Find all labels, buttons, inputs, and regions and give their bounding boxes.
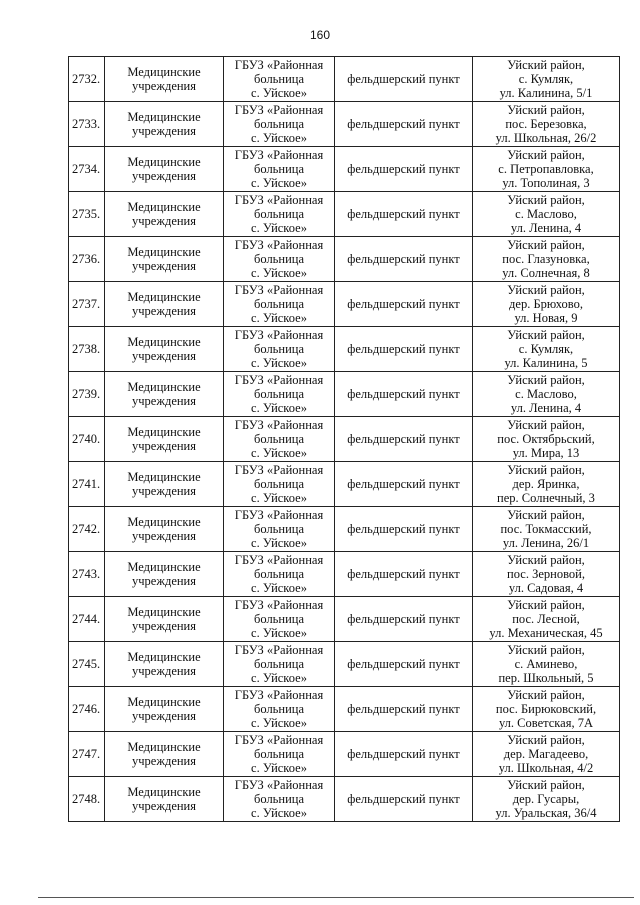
address-line: ул. Мира, 13 — [512, 446, 580, 460]
organization-line: с. Уйское» — [251, 761, 307, 775]
table-row — [69, 417, 620, 462]
address-line: с. Маслово, — [515, 207, 577, 221]
address-line: пос. Зерновой, — [507, 567, 585, 581]
address-line: дер. Брюхово, — [509, 297, 583, 311]
table-row — [69, 552, 620, 597]
organization-line: ГБУЗ «Районная — [234, 328, 324, 342]
address-line: дер. Магадеево, — [503, 747, 589, 761]
table-row — [69, 507, 620, 552]
address-cell — [473, 552, 620, 597]
category-cell — [105, 507, 224, 552]
category-cell — [105, 462, 224, 507]
organization-line: с. Уйское» — [251, 356, 307, 370]
row-number: 2739. — [69, 372, 105, 417]
address-cell — [473, 507, 620, 552]
address-cell — [473, 597, 620, 642]
category-cell — [105, 777, 224, 822]
category-line: учреждения — [131, 214, 196, 228]
address-line: пос. Бирюковский, — [495, 702, 597, 716]
organization-line: ГБУЗ «Районная — [234, 58, 324, 72]
row-number: 2743. — [69, 552, 105, 597]
category-cell — [105, 552, 224, 597]
address-line: ул. Советская, 7А — [498, 716, 594, 730]
facility-type-cell: фельдшерский пункт — [335, 282, 473, 327]
category-cell — [105, 372, 224, 417]
category-line: учреждения — [131, 259, 196, 273]
table-row — [69, 732, 620, 777]
category-cell — [105, 102, 224, 147]
table-row — [69, 777, 620, 822]
organization-cell — [224, 777, 335, 822]
address-line: дер. Яринка, — [512, 477, 580, 491]
organization-line: ГБУЗ «Районная — [234, 553, 324, 567]
address-line: с. Кумляк, — [518, 342, 574, 356]
category-line: учреждения — [131, 439, 196, 453]
address-line: пер. Солнечный, 3 — [497, 491, 595, 505]
row-number: 2742. — [69, 507, 105, 552]
organization-cell — [224, 417, 335, 462]
facility-type-cell: фельдшерский пункт — [335, 732, 473, 777]
address-line: Уйский район, — [507, 283, 585, 297]
organization-line: с. Уйское» — [251, 716, 307, 730]
category-line: Медицинские — [127, 245, 201, 259]
category-line: учреждения — [131, 124, 196, 138]
address-cell — [473, 417, 620, 462]
category-line: Медицинские — [127, 65, 201, 79]
organization-line: с. Уйское» — [251, 401, 307, 415]
organization-cell — [224, 192, 335, 237]
facility-type-cell: фельдшерский пункт — [335, 642, 473, 687]
table-row — [69, 642, 620, 687]
address-line: с. Аминево, — [514, 657, 578, 671]
category-line: Медицинские — [127, 605, 201, 619]
category-cell — [105, 57, 224, 102]
category-cell — [105, 327, 224, 372]
category-line: Медицинские — [127, 695, 201, 709]
facilities-table — [68, 56, 620, 822]
address-line: Уйский район, — [507, 58, 585, 72]
address-cell — [473, 147, 620, 192]
organization-line: больница — [254, 477, 304, 491]
organization-cell — [224, 462, 335, 507]
row-number: 2748. — [69, 777, 105, 822]
organization-line: больница — [254, 522, 304, 536]
category-line: учреждения — [131, 394, 196, 408]
organization-line: с. Уйское» — [251, 626, 307, 640]
address-line: ул. Ленина, 4 — [510, 221, 582, 235]
table-row — [69, 147, 620, 192]
address-cell — [473, 372, 620, 417]
category-line: Медицинские — [127, 425, 201, 439]
organization-line: с. Уйское» — [251, 221, 307, 235]
category-cell — [105, 732, 224, 777]
address-line: ул. Школьная, 26/2 — [495, 131, 597, 145]
category-line: учреждения — [131, 799, 196, 813]
table-row — [69, 237, 620, 282]
address-line: пер. Школьный, 5 — [498, 671, 594, 685]
address-line: Уйский район, — [507, 778, 585, 792]
address-line: Уйский район, — [507, 418, 585, 432]
organization-line: больница — [254, 162, 304, 176]
category-cell — [105, 237, 224, 282]
category-line: Медицинские — [127, 560, 201, 574]
organization-line: больница — [254, 72, 304, 86]
organization-line: с. Уйское» — [251, 266, 307, 280]
organization-line: больница — [254, 747, 304, 761]
category-cell — [105, 192, 224, 237]
address-cell — [473, 732, 620, 777]
address-cell — [473, 282, 620, 327]
organization-line: ГБУЗ «Районная — [234, 238, 324, 252]
organization-cell — [224, 642, 335, 687]
organization-line: больница — [254, 117, 304, 131]
address-line: Уйский район, — [507, 193, 585, 207]
facility-type-cell: фельдшерский пункт — [335, 102, 473, 147]
address-line: Уйский район, — [507, 508, 585, 522]
facility-type-cell: фельдшерский пункт — [335, 147, 473, 192]
facility-type-cell: фельдшерский пункт — [335, 777, 473, 822]
address-line: ул. Новая, 9 — [514, 311, 578, 325]
address-line: ул. Ленина, 4 — [510, 401, 582, 415]
category-line: Медицинские — [127, 650, 201, 664]
organization-line: с. Уйское» — [251, 806, 307, 820]
row-number: 2746. — [69, 687, 105, 732]
row-number: 2737. — [69, 282, 105, 327]
category-line: учреждения — [131, 304, 196, 318]
row-number: 2744. — [69, 597, 105, 642]
address-line: пос. Глазуновка, — [502, 252, 590, 266]
organization-line: больница — [254, 792, 304, 806]
address-line: Уйский район, — [507, 148, 585, 162]
organization-line: ГБУЗ «Районная — [234, 688, 324, 702]
address-line: дер. Гусары, — [512, 792, 580, 806]
address-line: Уйский район, — [507, 553, 585, 567]
organization-line: с. Уйское» — [251, 536, 307, 550]
organization-line: ГБУЗ «Районная — [234, 778, 324, 792]
organization-line: с. Уйское» — [251, 581, 307, 595]
address-line: Уйский район, — [507, 463, 585, 477]
organization-cell — [224, 507, 335, 552]
address-cell — [473, 777, 620, 822]
organization-line: с. Уйское» — [251, 491, 307, 505]
address-cell — [473, 642, 620, 687]
organization-cell — [224, 282, 335, 327]
address-cell — [473, 237, 620, 282]
table-row — [69, 372, 620, 417]
facility-type-cell: фельдшерский пункт — [335, 552, 473, 597]
category-line: Медицинские — [127, 335, 201, 349]
address-line: пос. Березовка, — [505, 117, 587, 131]
address-cell — [473, 102, 620, 147]
organization-line: ГБУЗ «Районная — [234, 598, 324, 612]
category-line: учреждения — [131, 664, 196, 678]
organization-line: ГБУЗ «Районная — [234, 193, 324, 207]
address-line: ул. Калинина, 5 — [504, 356, 588, 370]
address-line: ул. Садовая, 4 — [508, 581, 584, 595]
row-number: 2741. — [69, 462, 105, 507]
address-line: пос. Октябрьский, — [497, 432, 595, 446]
category-line: учреждения — [131, 709, 196, 723]
category-line: Медицинские — [127, 740, 201, 754]
organization-line: ГБУЗ «Районная — [234, 283, 324, 297]
facility-type-cell: фельдшерский пункт — [335, 687, 473, 732]
address-line: Уйский район, — [507, 733, 585, 747]
row-number: 2735. — [69, 192, 105, 237]
organization-line: с. Уйское» — [251, 131, 307, 145]
table-row — [69, 282, 620, 327]
organization-line: больница — [254, 567, 304, 581]
address-line: с. Кумляк, — [518, 72, 574, 86]
facility-type-cell: фельдшерский пункт — [335, 327, 473, 372]
organization-line: с. Уйское» — [251, 311, 307, 325]
address-line: Уйский район, — [507, 643, 585, 657]
organization-cell — [224, 687, 335, 732]
organization-line: больница — [254, 252, 304, 266]
row-number: 2745. — [69, 642, 105, 687]
table-row — [69, 687, 620, 732]
organization-cell — [224, 552, 335, 597]
organization-line: с. Уйское» — [251, 446, 307, 460]
category-cell — [105, 147, 224, 192]
category-cell — [105, 642, 224, 687]
organization-line: больница — [254, 387, 304, 401]
address-line: ул. Механическая, 45 — [489, 626, 603, 640]
table-row — [69, 462, 620, 507]
category-line: учреждения — [131, 169, 196, 183]
table-row — [69, 102, 620, 147]
organization-line: ГБУЗ «Районная — [234, 733, 324, 747]
facility-type-cell: фельдшерский пункт — [335, 597, 473, 642]
address-cell — [473, 687, 620, 732]
facility-type-cell: фельдшерский пункт — [335, 192, 473, 237]
organization-line: ГБУЗ «Районная — [234, 373, 324, 387]
organization-cell — [224, 372, 335, 417]
address-line: Уйский район, — [507, 598, 585, 612]
organization-line: больница — [254, 702, 304, 716]
organization-line: с. Уйское» — [251, 176, 307, 190]
organization-cell — [224, 732, 335, 777]
organization-cell — [224, 102, 335, 147]
category-line: учреждения — [131, 529, 196, 543]
organization-line: ГБУЗ «Районная — [234, 103, 324, 117]
address-line: Уйский район, — [507, 103, 585, 117]
category-line: учреждения — [131, 574, 196, 588]
table-row — [69, 57, 620, 102]
row-number: 2740. — [69, 417, 105, 462]
organization-line: больница — [254, 432, 304, 446]
organization-cell — [224, 327, 335, 372]
category-cell — [105, 597, 224, 642]
table-row — [69, 597, 620, 642]
address-line: с. Маслово, — [515, 387, 577, 401]
row-number: 2733. — [69, 102, 105, 147]
facility-type-cell: фельдшерский пункт — [335, 372, 473, 417]
category-line: Медицинские — [127, 110, 201, 124]
table-body — [69, 57, 620, 822]
category-line: Медицинские — [127, 380, 201, 394]
address-cell — [473, 57, 620, 102]
address-line: ул. Ленина, 26/1 — [502, 536, 590, 550]
organization-line: с. Уйское» — [251, 671, 307, 685]
address-line: пос. Лесной, — [512, 612, 580, 626]
organization-cell — [224, 237, 335, 282]
organization-line: больница — [254, 342, 304, 356]
facility-type-cell: фельдшерский пункт — [335, 57, 473, 102]
organization-cell — [224, 57, 335, 102]
facility-type-cell: фельдшерский пункт — [335, 462, 473, 507]
address-cell — [473, 462, 620, 507]
address-line: ул. Калинина, 5/1 — [499, 86, 593, 100]
category-line: Медицинские — [127, 785, 201, 799]
address-cell — [473, 192, 620, 237]
address-line: Уйский район, — [507, 328, 585, 342]
organization-line: ГБУЗ «Районная — [234, 418, 324, 432]
page-number: 160 — [309, 28, 331, 42]
address-line: Уйский район, — [507, 238, 585, 252]
category-line: учреждения — [131, 79, 196, 93]
facility-type-cell: фельдшерский пункт — [335, 237, 473, 282]
organization-line: ГБУЗ «Районная — [234, 508, 324, 522]
category-line: учреждения — [131, 349, 196, 363]
address-line: пос. Токмасский, — [500, 522, 592, 536]
row-number: 2747. — [69, 732, 105, 777]
address-line: ул. Солнечная, 8 — [502, 266, 590, 280]
facility-type-cell: фельдшерский пункт — [335, 507, 473, 552]
organization-line: больница — [254, 207, 304, 221]
organization-line: больница — [254, 657, 304, 671]
organization-line: ГБУЗ «Районная — [234, 148, 324, 162]
bottom-rule — [38, 897, 634, 898]
address-line: Уйский район, — [507, 688, 585, 702]
organization-line: больница — [254, 612, 304, 626]
facility-type-cell: фельдшерский пункт — [335, 417, 473, 462]
address-line: Уйский район, — [507, 373, 585, 387]
row-number: 2736. — [69, 237, 105, 282]
category-cell — [105, 282, 224, 327]
row-number: 2732. — [69, 57, 105, 102]
row-number: 2734. — [69, 147, 105, 192]
address-line: ул. Уральская, 36/4 — [495, 806, 597, 820]
category-line: Медицинские — [127, 515, 201, 529]
category-line: учреждения — [131, 484, 196, 498]
category-line: Медицинские — [127, 290, 201, 304]
table-row — [69, 327, 620, 372]
address-line: ул. Тополиная, 3 — [502, 176, 590, 190]
organization-line: с. Уйское» — [251, 86, 307, 100]
address-line: ул. Школьная, 4/2 — [498, 761, 594, 775]
table-row — [69, 192, 620, 237]
address-cell — [473, 327, 620, 372]
address-line: с. Петропавловка, — [498, 162, 594, 176]
organization-line: ГБУЗ «Районная — [234, 463, 324, 477]
category-line: Медицинские — [127, 155, 201, 169]
organization-cell — [224, 147, 335, 192]
organization-line: больница — [254, 297, 304, 311]
organization-cell — [224, 597, 335, 642]
category-cell — [105, 687, 224, 732]
organization-line: ГБУЗ «Районная — [234, 643, 324, 657]
category-line: учреждения — [131, 619, 196, 633]
row-number: 2738. — [69, 327, 105, 372]
category-cell — [105, 417, 224, 462]
category-line: Медицинские — [127, 470, 201, 484]
category-line: учреждения — [131, 754, 196, 768]
category-line: Медицинские — [127, 200, 201, 214]
